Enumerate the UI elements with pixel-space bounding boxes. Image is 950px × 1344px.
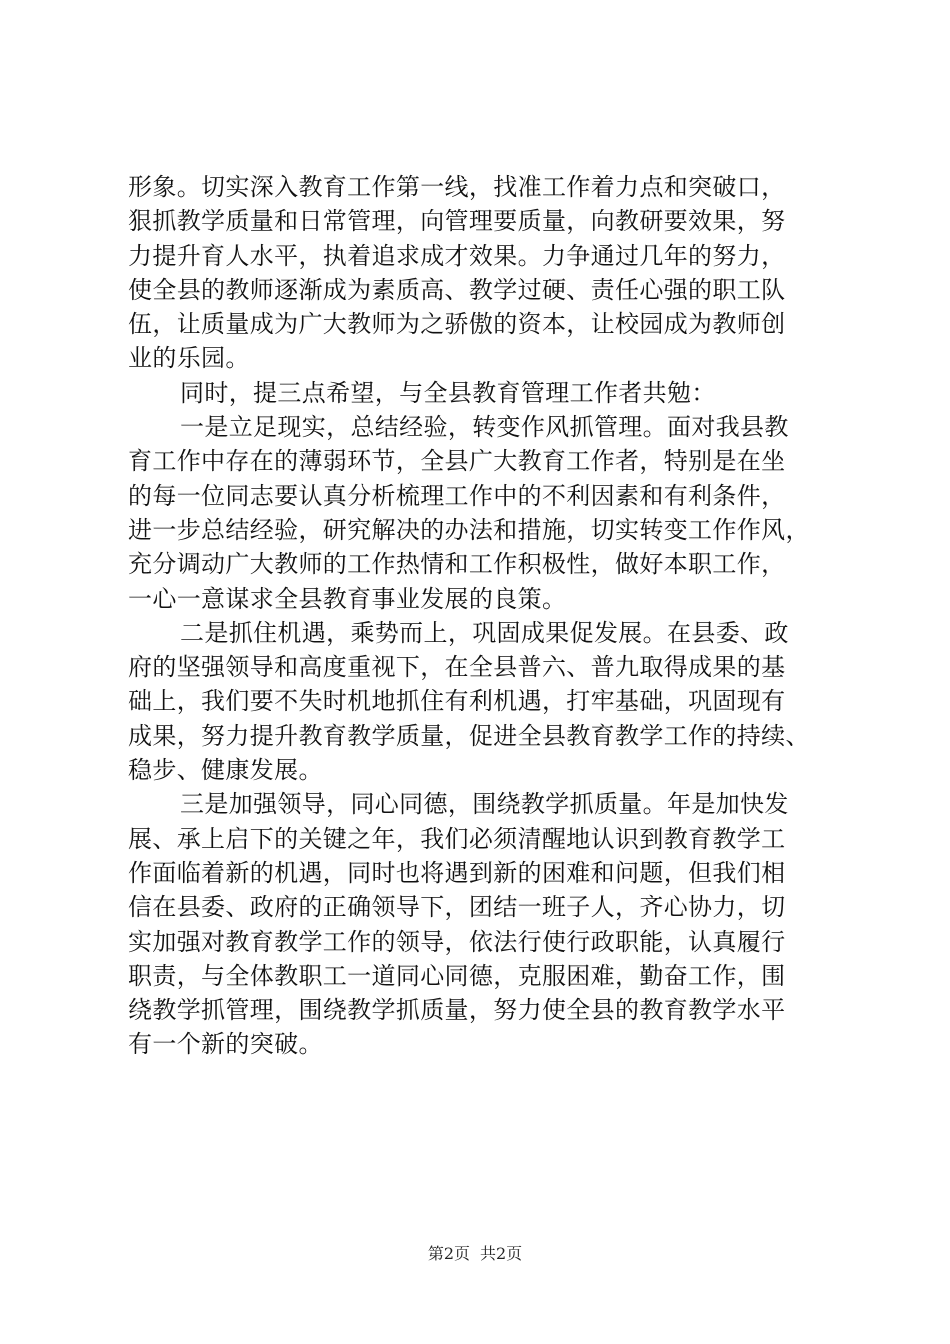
text-line: 育工作中存在的薄弱环节，全县广大教育工作者，特别是在坐 (128, 447, 786, 476)
text-line: 进一步总结经验，研究解决的办法和措施，切实转变工作作风， (128, 515, 810, 544)
text-line: 有一个新的突破。 (128, 1030, 323, 1059)
text-line: 二是抓住机遇，乘势而上，巩固成果促发展。在县委、政 (180, 618, 789, 647)
text-line: 的每一位同志要认真分析梳理工作中的不利因素和有利条件， (128, 481, 786, 510)
text-line: 三是加强领导，同心同德，围绕教学抓质量。年是加快发 (180, 790, 789, 819)
page-footer (0, 1244, 950, 1264)
body-text (128, 170, 828, 1062)
text-line: 力提升育人水平，执着追求成才效果。力争通过几年的努力， (128, 241, 786, 270)
text-line: 作面临着新的机遇，同时也将遇到新的困难和问题，但我们相 (128, 858, 786, 887)
text-line: 狠抓教学质量和日常管理，向管理要质量，向教研要效果，努 (128, 207, 786, 236)
text-line: 府的坚强领导和高度重视下，在全县普六、普九取得成果的基 (128, 653, 786, 682)
text-line: 使全县的教师逐渐成为素质高、教学过硬、责任心强的职工队 (128, 275, 786, 304)
page-number-current: 第2页 (427, 1244, 470, 1263)
text-line: 伍，让质量成为广大教师为之骄傲的资本，让校园成为教师创 (128, 310, 786, 339)
page-number-total: 共2页 (480, 1244, 523, 1263)
text-line: 职责，与全体教职工一道同心同德，克服困难，勤奋工作，围 (128, 961, 786, 990)
text-line: 形象。切实深入教育工作第一线，找准工作着力点和突破口， (128, 173, 786, 201)
text-line: 同时，提三点希望，与全县教育管理工作者共勉： (180, 378, 716, 407)
text-line: 实加强对教育教学工作的领导，依法行使行政职能，认真履行 (128, 927, 786, 956)
text-line: 展、承上启下的关键之年，我们必须清醒地认识到教育教学工 (128, 824, 786, 853)
text-line: 充分调动广大教师的工作热情和工作积极性，做好本职工作， (128, 550, 786, 579)
text-line: 一心一意谋求全县教育事业发展的良策。 (128, 584, 567, 613)
text-line: 一是立足现实，总结经验，转变作风抓管理。面对我县教 (180, 413, 789, 442)
text-line: 业的乐园。 (128, 344, 250, 373)
text-line: 稳步、健康发展。 (128, 756, 323, 785)
text-line: 础上，我们要不失时机地抓住有利机遇，打牢基础，巩固现有 (128, 687, 786, 716)
text-line: 信在县委、政府的正确领导下，团结一班子人，齐心协力，切 (128, 893, 786, 922)
text-line: 绕教学抓管理，围绕教学抓质量，努力使全县的教育教学水平 (128, 996, 786, 1025)
text-line: 成果，努力提升教育教学质量，促进全县教育教学工作的持续、 (128, 721, 810, 750)
